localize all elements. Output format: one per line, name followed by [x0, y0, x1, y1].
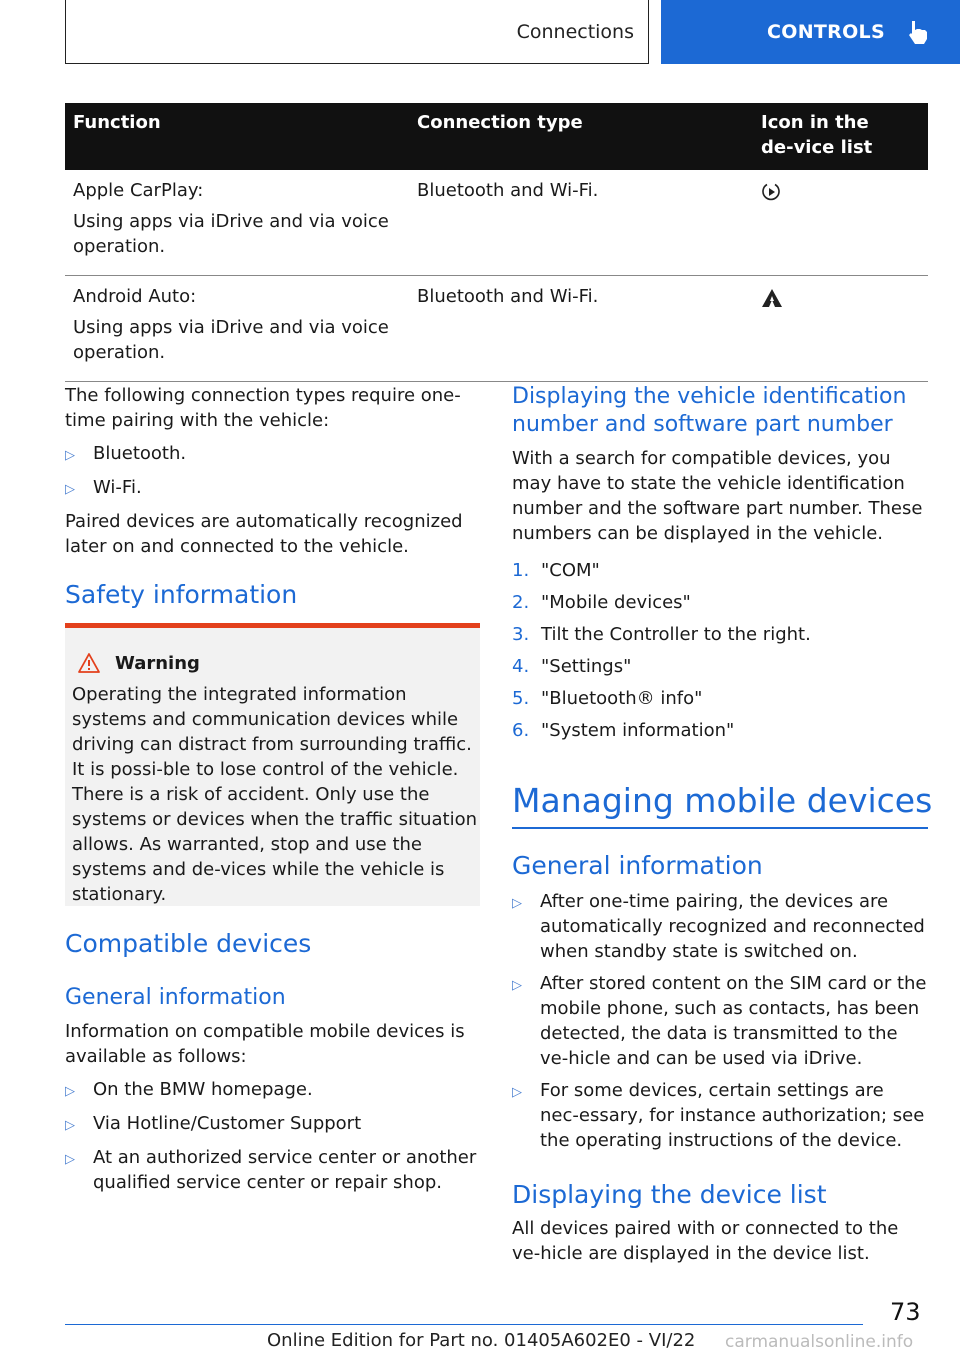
- step-number: 6.: [512, 720, 530, 741]
- step-item: [512, 622, 928, 647]
- list-item: [512, 1078, 928, 1153]
- step-text: "COM": [541, 560, 600, 581]
- left-column-bottom: [65, 1019, 477, 1195]
- function-title: Apple CarPlay:: [73, 180, 204, 201]
- table-header-function: Function: [65, 103, 409, 170]
- table-cell-function: [65, 276, 409, 382]
- step-number: 5.: [512, 688, 530, 709]
- triangle-bullet-icon: ▷: [65, 1152, 75, 1167]
- warning-title: Warning: [115, 652, 200, 674]
- header-chapter-title: CONTROLS: [767, 21, 885, 43]
- warning-box: [65, 623, 480, 906]
- list-item-text: After one-time pairing, the devices are automatically recognized and reconnected when standby state is switched on.: [540, 891, 925, 962]
- list-item-text: Via Hotline/Customer Support: [93, 1113, 362, 1134]
- general-info-heading-right: General information: [512, 851, 763, 880]
- intro-text: The following connection types require one-time pairing with the vehicle:: [65, 385, 461, 431]
- header-chapter-tab: [661, 0, 960, 64]
- list-item: [65, 1111, 477, 1138]
- footer-rule: [65, 1324, 863, 1325]
- table-header-icon: [753, 103, 928, 170]
- table-cell-function: [65, 170, 409, 276]
- step-text: "Settings": [541, 656, 632, 677]
- vin-heading: Displaying the vehicle identification number and software part number: [512, 384, 907, 437]
- step-text: "System information": [541, 720, 735, 741]
- page-number: 73: [890, 1298, 921, 1326]
- android-auto-icon: [761, 288, 783, 308]
- list-item: [65, 475, 477, 502]
- compatible-devices-heading: Compatible devices: [65, 929, 312, 958]
- table-cell-icon: [753, 276, 928, 382]
- list-item-text: For some devices, certain settings are nec-essary, for instance authorization; see the operating instructions of the device.: [540, 1080, 925, 1151]
- list-item: [65, 441, 477, 468]
- list-item-text: On the BMW homepage.: [93, 1079, 313, 1100]
- step-number: 1.: [512, 560, 530, 581]
- header-section-box: [65, 0, 649, 64]
- list-item-text: After stored content on the SIM card or the mobile phone, such as contacts, has been detected, the data is transmitted to the ve-hicle and can be used via iDrive.: [540, 973, 927, 1069]
- triangle-bullet-icon: ▷: [65, 1084, 75, 1099]
- paired-text: Paired devices are automatically recognized later on and connected to the vehicle.: [65, 511, 463, 557]
- function-desc: Using apps via iDrive and via voice operation.: [73, 317, 389, 363]
- right-column-top: [512, 446, 928, 743]
- triangle-bullet-icon: ▷: [512, 978, 522, 993]
- step-text: Tilt the Controller to the right.: [541, 624, 811, 645]
- table-header-connection-type: Connection type: [409, 103, 753, 170]
- warning-text: Operating the integrated information systems and communication devices while driving can distract from surrounding traffic. It is possi-ble to lose control of the vehicle. There is a risk of accident. Only use the systems or devices when the traffic situation allows. As warranted, stop and use the systems and de-vices while the vehicle is stationary.: [72, 684, 477, 905]
- general-info-heading-left: General information: [65, 985, 286, 1010]
- step-item: [512, 718, 928, 743]
- function-title: Android Auto:: [73, 286, 197, 307]
- right-column-bottom: [512, 889, 928, 1153]
- triangle-bullet-icon: ▷: [512, 896, 522, 911]
- step-number: 3.: [512, 624, 530, 645]
- hand-pointer-icon: [907, 19, 929, 45]
- table-header-icon-label: Icon in the de-vice list: [761, 112, 873, 158]
- table-header-row: [65, 103, 928, 170]
- triangle-bullet-icon: ▷: [65, 1118, 75, 1133]
- triangle-bullet-icon: ▷: [65, 448, 75, 463]
- list-item: [512, 889, 928, 964]
- triangle-bullet-icon: ▷: [512, 1085, 522, 1100]
- step-item: [512, 686, 928, 711]
- step-text: "Mobile devices": [541, 592, 691, 613]
- carplay-icon: [761, 182, 781, 202]
- step-item: [512, 590, 928, 615]
- general-text: Information on compatible mobile devices is available as follows:: [65, 1021, 465, 1067]
- managing-underline: [512, 827, 928, 829]
- footer-edition: Online Edition for Part no. 01405A602E0 - VI/22: [267, 1330, 696, 1351]
- steps-list: [512, 558, 928, 743]
- list-item-text: Wi-Fi.: [93, 477, 142, 498]
- step-text: "Bluetooth® info": [541, 688, 703, 709]
- list-item: [65, 1077, 477, 1104]
- table-row: [65, 276, 928, 382]
- step-number: 4.: [512, 656, 530, 677]
- function-desc: Using apps via iDrive and via voice operation.: [73, 211, 389, 257]
- watermark: carmanualsonline.info: [725, 1332, 914, 1352]
- table-cell-connection: Bluetooth and Wi-Fi.: [409, 276, 753, 382]
- list-item-text: Bluetooth.: [93, 443, 187, 464]
- step-item: [512, 558, 928, 583]
- managing-heading: Managing mobile devices: [512, 781, 933, 820]
- vin-text: With a search for compatible devices, you may have to state the vehicle identification number and the software part number. These numbers can be displayed in the vehicle.: [512, 448, 923, 544]
- header-section-title: Connections: [516, 20, 634, 43]
- table-cell-icon: [753, 170, 928, 276]
- list-item: [512, 971, 928, 1071]
- table-row: [65, 170, 928, 276]
- left-column-top: [65, 383, 477, 559]
- table-cell-connection: Bluetooth and Wi-Fi.: [409, 170, 753, 276]
- list-item-text: At an authorized service center or another qualified service center or repair shop.: [93, 1147, 477, 1193]
- warning-triangle-icon: [77, 652, 101, 674]
- step-number: 2.: [512, 592, 530, 613]
- list-item: [65, 1145, 477, 1195]
- step-item: [512, 654, 928, 679]
- device-list-text: All devices paired with or connected to the ve-hicle are displayed in the device list.: [512, 1218, 899, 1264]
- connection-table: [65, 103, 928, 382]
- safety-heading: Safety information: [65, 580, 298, 609]
- triangle-bullet-icon: ▷: [65, 482, 75, 497]
- device-list-heading: Displaying the device list: [512, 1180, 827, 1209]
